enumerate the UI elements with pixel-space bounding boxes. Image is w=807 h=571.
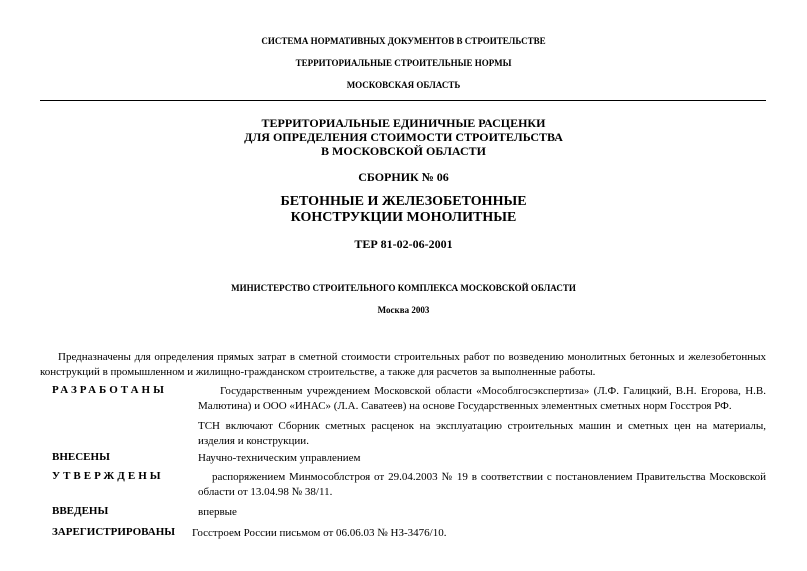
collection-number: СБОРНИК № 06 [358,170,449,184]
intro-paragraph: Предназначены для определения прямых затрат в сметной стоимости строительных работ по возведению монолитных бетонных и железобетонных конструкций в промышленном и жилищно-гражданском строительстве, а также для расчетов за выполненные работы. [40,351,766,378]
approved-value: распоряжением Минмособлстроя от 29.04.2003 № 19 в соответствии с постановлением Правительства Московской области от 13.04.98 № 38/11. [198,471,766,498]
title-line-3: В МОСКОВСКОЙ ОБЛАСТИ [321,144,486,158]
subject-line-1: БЕТОННЫЕ И ЖЕЛЕЗОБЕТОННЫЕ [280,194,527,209]
introduced-value: Научно-техническим управлением [198,452,361,464]
system-heading: СИСТЕМА НОРМАТИВНЫХ ДОКУМЕНТОВ В СТРОИТЕЛЬСТВЕ [261,36,546,46]
introduced-label: ВНЕСЕНЫ [52,451,110,463]
document-code: ТЕР 81-02-06-2001 [354,237,453,251]
norms-heading: ТЕРРИТОРИАЛЬНЫЕ СТРОИТЕЛЬНЫЕ НОРМЫ [295,58,512,68]
header-divider [40,100,766,101]
enacted-value: впервые [198,506,237,518]
title-line-1: ТЕРРИТОРИАЛЬНЫЕ ЕДИНИЧНЫЕ РАСЦЕНКИ [261,116,546,130]
ministry-name: МИНИСТЕРСТВО СТРОИТЕЛЬНОГО КОМПЛЕКСА МОСКОВСКОЙ ОБЛАСТИ [231,283,576,293]
enacted-label: ВВЕДЕНЫ [52,505,109,517]
registered-value: Госстроем России письмом от 06.06.03 № НЗ-3476/10. [192,527,447,539]
developed-label: РАЗРАБОТАНЫ [52,384,167,396]
city-year: Москва 2003 [377,305,430,315]
registered-label: ЗАРЕГИСТРИРОВАНЫ [52,526,176,538]
approved-label: УТВЕРЖДЕНЫ [52,470,164,482]
developed-value: Государственным учреждением Московской области «Мособлгосэкспертиза» (Л.Ф. Галицкий, В.Н. Егорова, Н.В. Малютина) и ООО «ИНАС» (Л.А. Саватеев) на основе Государственных элементных сметных норм Госстроя РФ. [198,385,766,412]
region-heading: МОСКОВСКАЯ ОБЛАСТЬ [346,80,461,90]
title-line-2: ДЛЯ ОПРЕДЕЛЕНИЯ СТОИМОСТИ СТРОИТЕЛЬСТВА [244,130,563,144]
subject-line-2: КОНСТРУКЦИИ МОНОЛИТНЫЕ [290,210,517,225]
developed-note: ТСН включают Сборник сметных расценок на эксплуатацию строительных машин и сметных цен на материалы, изделия и конструкции. [198,420,766,447]
